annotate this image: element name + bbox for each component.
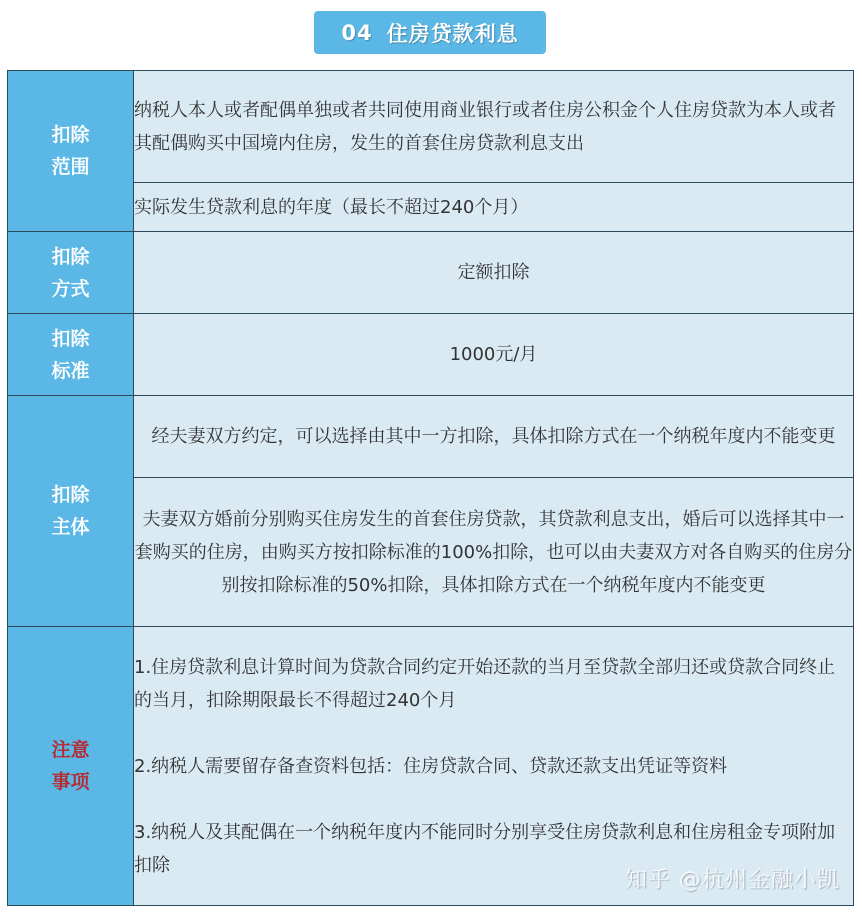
label-line: 注意 xyxy=(51,739,90,761)
note-item-3: 3.纳税人及其配偶在一个纳税年度内不能同时分别享受住房贷款利息和住房租金专项附加扣除 xyxy=(134,821,836,876)
section-title: 住房贷款利息 xyxy=(386,21,519,46)
table-row-standard xyxy=(8,314,854,396)
label-line: 主体 xyxy=(51,516,90,538)
label-line: 标准 xyxy=(51,359,90,382)
method-value-cell: 定额扣除 xyxy=(134,232,854,314)
table-row-subject-premarital xyxy=(8,478,854,627)
row-label-notes xyxy=(8,627,134,906)
label-line: 扣除 xyxy=(51,484,90,506)
watermark-text: 知乎 @杭州金融小凯 xyxy=(625,868,840,893)
row-label-standard xyxy=(8,314,134,396)
subject-agreement-cell: 经夫妻双方约定，可以选择由其中一方扣除，具体扣除方式在一个纳税年度内不能变更 xyxy=(134,396,854,478)
standard-value-cell: 1000元/月 xyxy=(134,314,854,396)
subject-premarital-cell: 夫妻双方婚前分别购买住房发生的首套住房贷款，其贷款利息支出，婚后可以选择其中一套购买的住房，由购买方按扣除标准的100%扣除，也可以由夫妻双方对各自购买的住房分别按扣除标准的50%扣除，具体扣除方式在一个纳税年度内不能变更 xyxy=(134,478,854,627)
row-label-subject xyxy=(8,396,134,627)
label-line: 事项 xyxy=(51,771,90,793)
label-line: 扣除 xyxy=(51,245,90,268)
table-row-scope xyxy=(8,71,854,183)
scope-period-cell: 实际发生贷款利息的年度（最长不超过240个月） xyxy=(134,183,854,232)
label-line: 扣除 xyxy=(51,327,90,350)
label-line: 扣除 xyxy=(51,124,90,146)
table-row-method xyxy=(8,232,854,314)
deduction-table xyxy=(7,70,854,906)
note-item-1: 1.住房贷款利息计算时间为贷款合同约定开始还款的当月至贷款全部归还或贷款合同终止的当月，扣除期限最长不得超过240个月 xyxy=(134,656,836,711)
section-number: 04 xyxy=(341,20,373,45)
label-line: 范围 xyxy=(51,156,90,178)
label-line: 方式 xyxy=(51,277,90,300)
table-row-scope-period xyxy=(8,183,854,232)
scope-description-cell: 纳税人本人或者配偶单独或者共同使用商业银行或者住房公积金个人住房贷款为本人或者其配偶购买中国境内住房，发生的首套住房贷款利息支出 xyxy=(134,71,854,183)
row-label-method xyxy=(8,232,134,314)
table-row-subject xyxy=(8,396,854,478)
note-item-2: 2.纳税人需要留存备查资料包括：住房贷款合同、贷款还款支出凭证等资料 xyxy=(134,755,728,777)
section-title-badge xyxy=(314,11,546,54)
row-label-scope xyxy=(8,71,134,232)
